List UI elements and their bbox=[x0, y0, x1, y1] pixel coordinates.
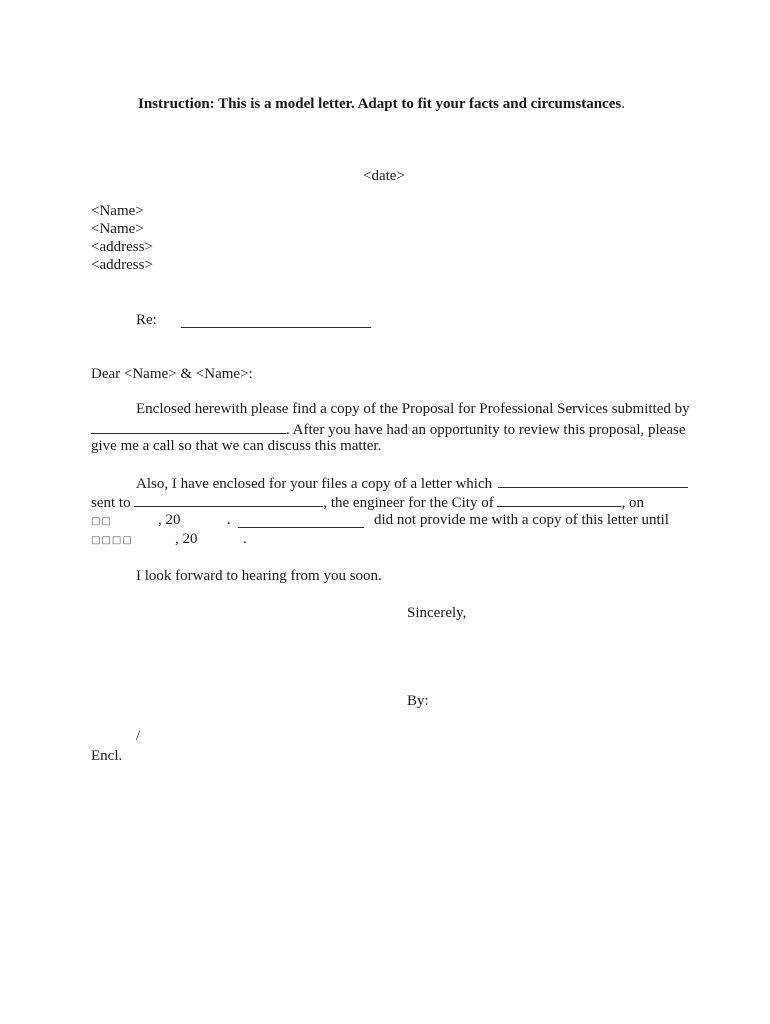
recipient-name-2: <Name> bbox=[91, 221, 144, 237]
date-box-1: □□ bbox=[91, 516, 112, 527]
re-blank bbox=[181, 312, 371, 328]
recipient-address-1: <address> bbox=[91, 239, 153, 255]
para2-line4 bbox=[91, 530, 133, 550]
dot-2: . bbox=[243, 531, 247, 547]
person-blank bbox=[238, 512, 364, 528]
instruction-text: Instruction: This is a model letter. Adapt to fit your facts and circumstances bbox=[138, 96, 622, 112]
initials-slash: / bbox=[136, 728, 141, 744]
year-2: , 20 bbox=[175, 531, 198, 547]
para1-line2 bbox=[91, 419, 686, 439]
on-text: , on bbox=[621, 495, 644, 511]
instruction-period: . bbox=[621, 96, 625, 112]
year-1: , 20 bbox=[158, 512, 181, 528]
by-label: By: bbox=[407, 693, 429, 709]
city-blank bbox=[497, 492, 621, 507]
did-not-text: did not provide me with a copy of this letter until bbox=[374, 512, 669, 528]
enclosure-label: Encl. bbox=[91, 748, 123, 764]
re-label: Re: bbox=[136, 312, 157, 328]
engineer-text: , the engineer for the City of bbox=[323, 495, 494, 511]
engineer-name-blank bbox=[134, 492, 323, 507]
para1-line2-text: . After you have had an opportunity to review this proposal, please bbox=[286, 422, 686, 438]
sent-to-text: sent to bbox=[91, 495, 131, 511]
para2-line3 bbox=[91, 511, 112, 531]
date-placeholder: <date> bbox=[363, 168, 405, 184]
para2-line1 bbox=[136, 473, 688, 493]
closing-paragraph: I look forward to hearing from you soon. bbox=[136, 568, 382, 584]
sincerely: Sincerely, bbox=[407, 605, 467, 621]
salutation: Dear <Name> & <Name>: bbox=[91, 366, 253, 382]
instruction-line bbox=[138, 95, 625, 113]
recipient-address-2: <address> bbox=[91, 257, 153, 273]
letter-writer-blank bbox=[498, 473, 688, 488]
dot-1: . bbox=[227, 512, 231, 528]
para2-line1-text: Also, I have enclosed for your files a copy of a letter which bbox=[136, 476, 493, 492]
recipient-name-1: <Name> bbox=[91, 203, 144, 219]
para1-line1: Enclosed herewith please find a copy of the Proposal for Professional Services submitted by bbox=[136, 401, 690, 417]
para2-line2 bbox=[91, 492, 644, 512]
date-box-2: □□□□ bbox=[91, 535, 133, 546]
para1-line3: give me a call so that we can discuss this matter. bbox=[91, 438, 382, 454]
submitter-blank bbox=[91, 419, 286, 434]
